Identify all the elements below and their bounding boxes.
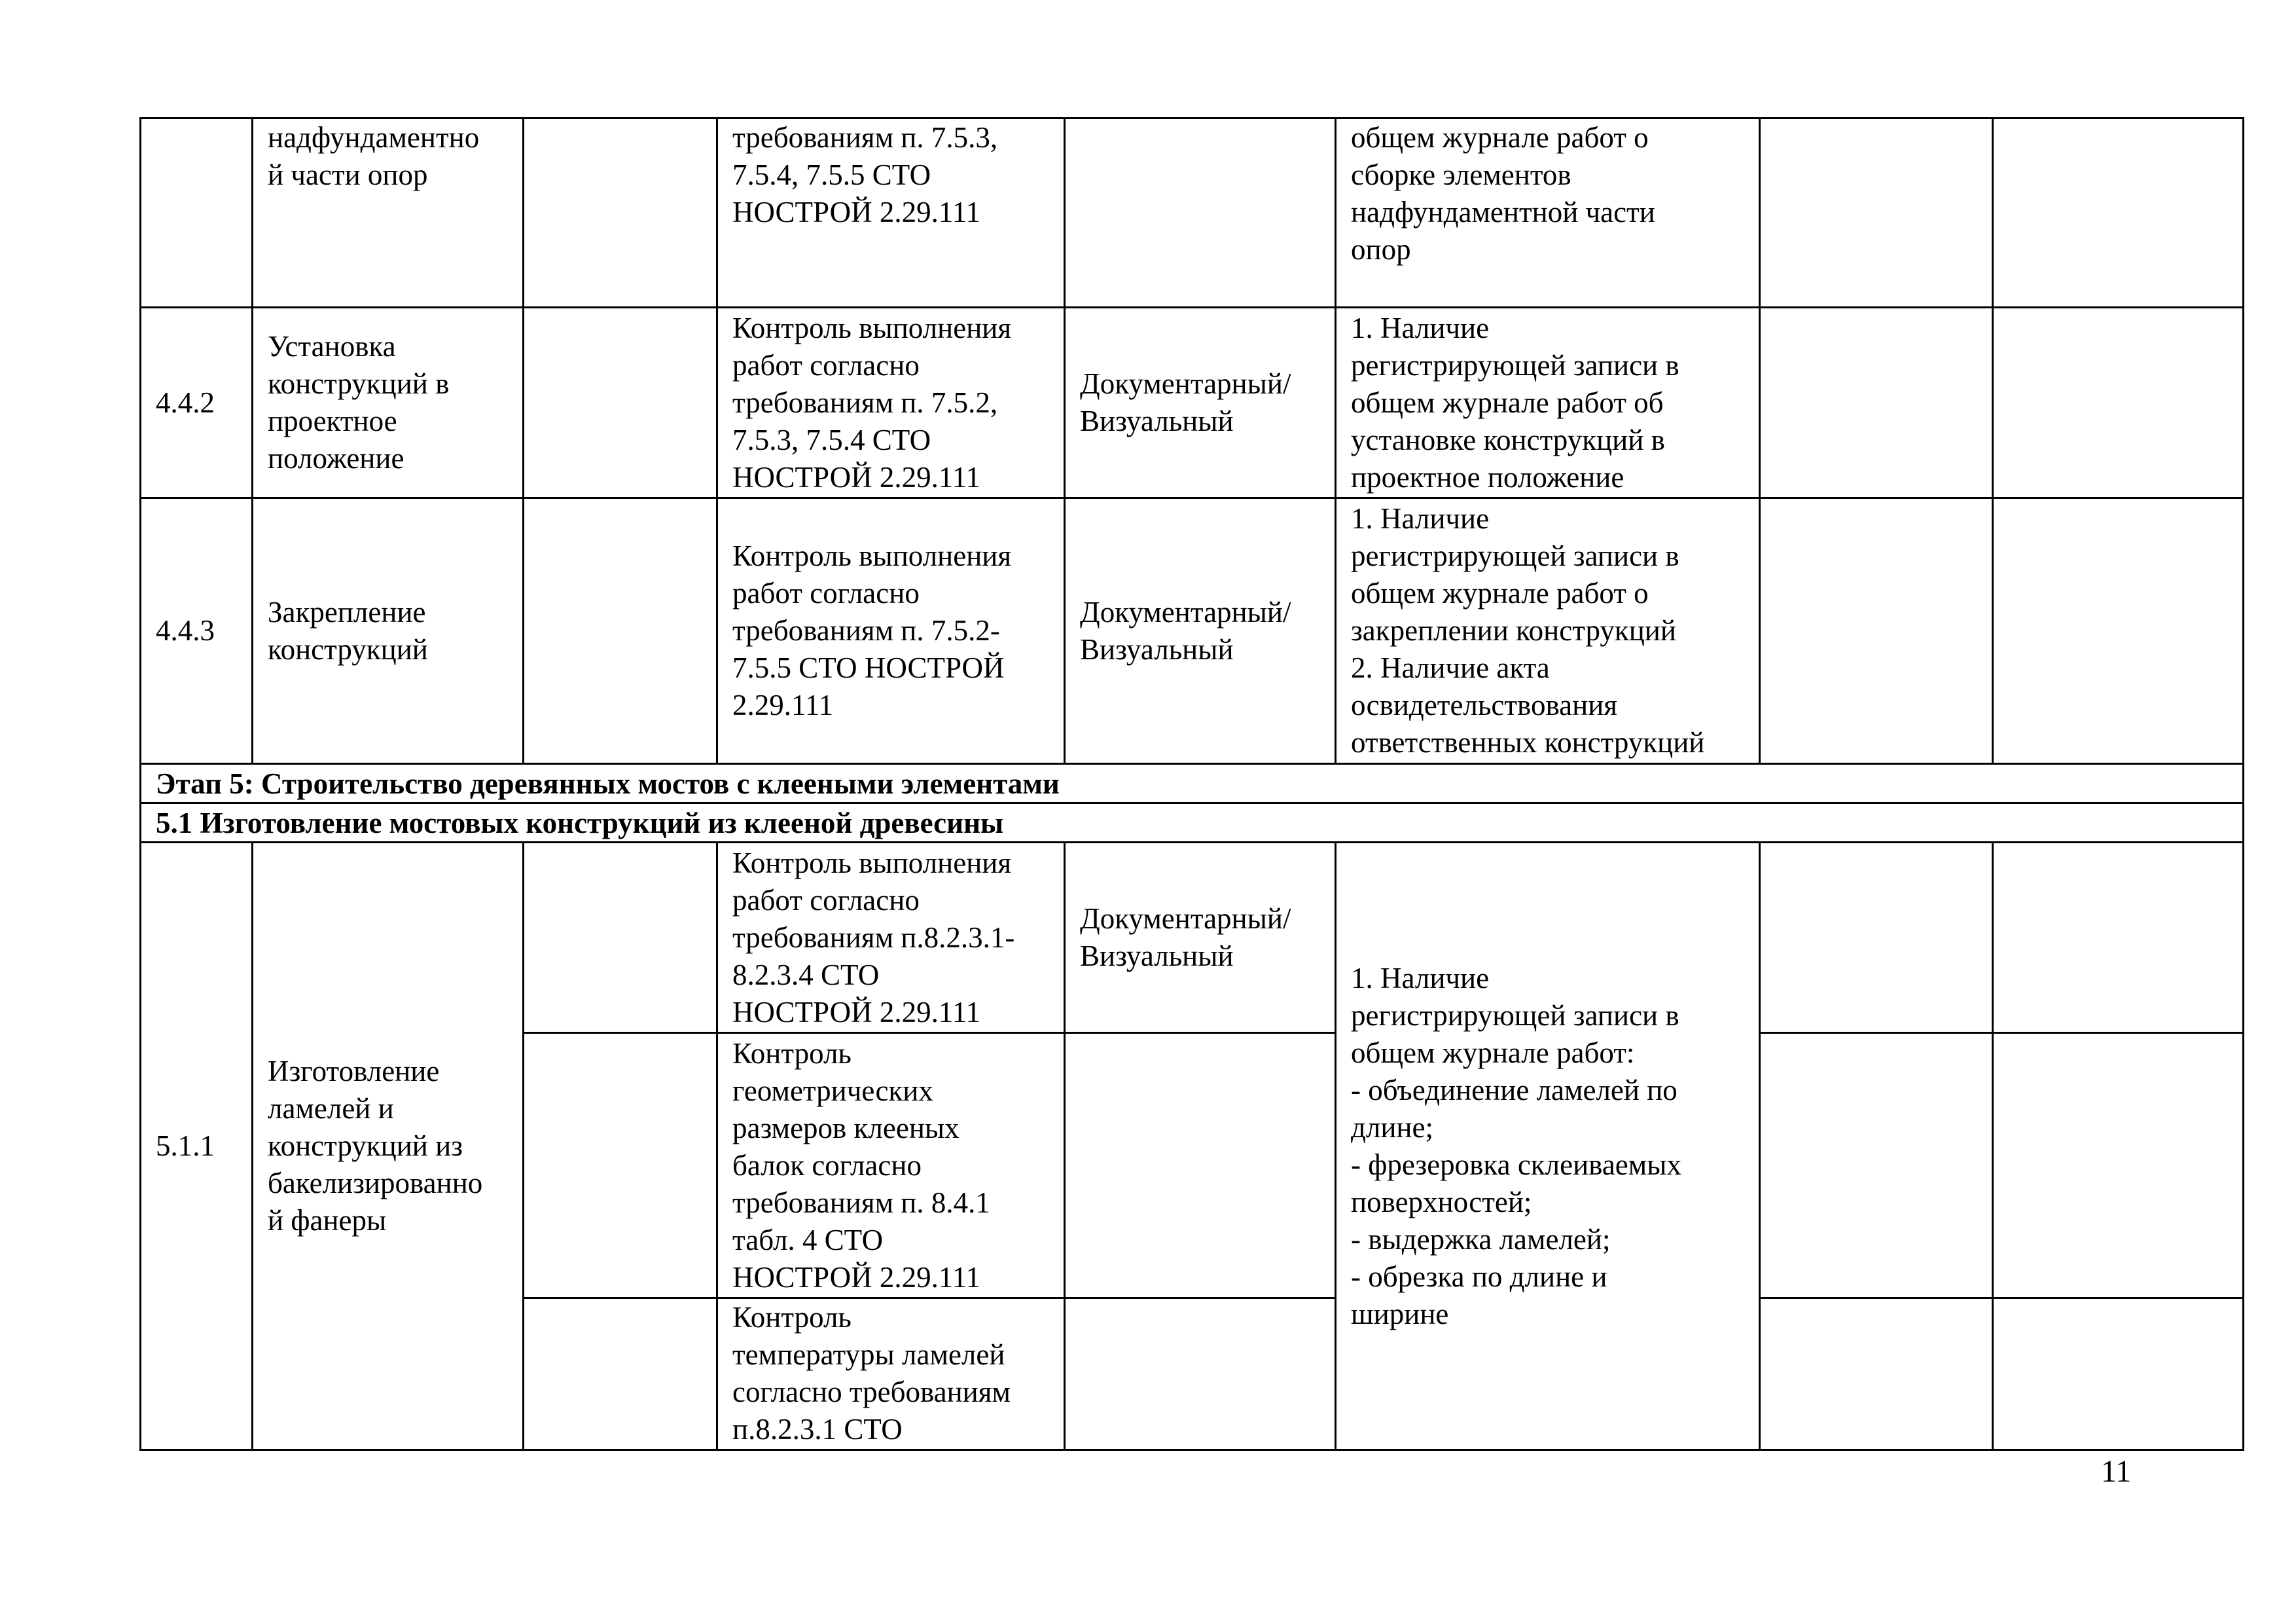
empty-cell — [1760, 498, 1993, 764]
control-requirement: требованиям п. 7.5.3, 7.5.4, 7.5.5 СТО НОСТРОЙ 2.29.111 — [717, 119, 1065, 308]
empty-cell — [524, 498, 717, 764]
record-requirement: 1. Наличие регистрирующей записи в общем журнале работ о закреплении конструкций 2. Наличие акта освидетельствования ответственных конструкций — [1336, 498, 1760, 764]
empty-cell — [1993, 1298, 2244, 1450]
empty-cell — [1760, 843, 1993, 1033]
record-requirement: 1. Наличие регистрирующей записи в общем журнале работ об установке конструкций в проектное положение — [1336, 308, 1760, 498]
empty-cell — [524, 119, 717, 308]
empty-cell — [524, 1298, 717, 1450]
page-number: 11 — [2101, 1454, 2132, 1489]
empty-cell — [1760, 1033, 1993, 1298]
control-requirement: Контроль выполнения работ согласно требованиям п. 7.5.2- 7.5.5 СТО НОСТРОЙ 2.29.111 — [717, 498, 1065, 764]
empty-cell — [1760, 119, 1993, 308]
operation-name: Закрепление конструкций — [253, 498, 524, 764]
empty-cell — [1760, 308, 1993, 498]
operation-name: Изготовление ламелей и конструкций из бакелизированно й фанеры — [253, 843, 524, 1450]
empty-cell — [1993, 498, 2244, 764]
control-method: Документарный/ Визуальный — [1065, 498, 1336, 764]
table-row — [141, 843, 2244, 1033]
empty-cell — [1993, 308, 2244, 498]
control-requirement: Контроль выполнения работ согласно требованиям п. 7.5.2, 7.5.3, 7.5.4 СТО НОСТРОЙ 2.29.111 — [717, 308, 1065, 498]
empty-cell — [524, 843, 717, 1033]
section-heading-row — [141, 803, 2244, 843]
record-requirement: общем журнале работ о сборке элементов надфундаментной части опор — [1336, 119, 1760, 308]
empty-cell — [1993, 119, 2244, 308]
stage-heading-row — [141, 764, 2244, 803]
table-row — [141, 498, 2244, 764]
empty-cell — [1760, 1298, 1993, 1450]
empty-cell — [524, 308, 717, 498]
operation-name: Установка конструкций в проектное положение — [253, 308, 524, 498]
record-requirement: 1. Наличие регистрирующей записи в общем журнале работ: - объединение ламелей по длине; - фрезеровка склеиваемых поверхностей; - выдержка ламелей; - обрезка по длине и ширине — [1336, 843, 1760, 1450]
stage-heading: Этап 5: Строительство деревянных мостов с клееными элементами — [141, 764, 2244, 803]
row-number: 5.1.1 — [141, 843, 253, 1450]
control-table — [139, 117, 2244, 1451]
control-requirement: Контроль температуры ламелей согласно требованиям п.8.2.3.1 СТО — [717, 1298, 1065, 1450]
row-number — [141, 119, 253, 308]
row-number: 4.4.2 — [141, 308, 253, 498]
table-row — [141, 119, 2244, 308]
table-row — [141, 308, 2244, 498]
empty-cell — [524, 1033, 717, 1298]
control-method — [1065, 1033, 1336, 1298]
control-method: Документарный/ Визуальный — [1065, 308, 1336, 498]
control-method — [1065, 119, 1336, 308]
operation-name: надфундаментно й части опор — [253, 119, 524, 308]
control-requirement: Контроль выполнения работ согласно требованиям п.8.2.3.1- 8.2.3.4 СТО НОСТРОЙ 2.29.111 — [717, 843, 1065, 1033]
empty-cell — [1993, 843, 2244, 1033]
empty-cell — [1993, 1033, 2244, 1298]
control-method — [1065, 1298, 1336, 1450]
control-requirement: Контроль геометрических размеров клееных балок согласно требованиям п. 8.4.1 табл. 4 СТО НОСТРОЙ 2.29.111 — [717, 1033, 1065, 1298]
section-heading: 5.1 Изготовление мостовых конструкций из клееной древесины — [141, 803, 2244, 843]
row-number: 4.4.3 — [141, 498, 253, 764]
control-method: Документарный/ Визуальный — [1065, 843, 1336, 1033]
